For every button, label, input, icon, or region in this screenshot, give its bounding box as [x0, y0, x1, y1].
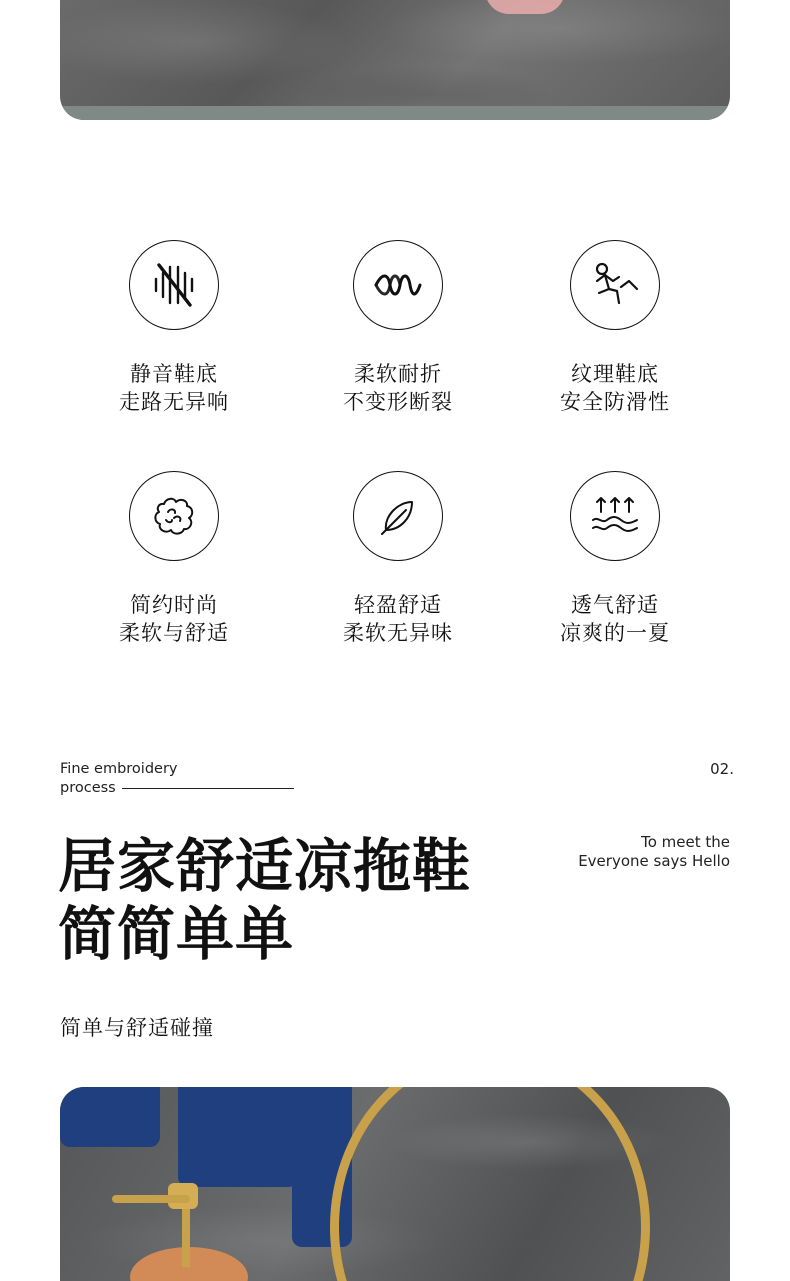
anti-slip-icon — [570, 240, 660, 330]
feature-flexible — [298, 240, 498, 416]
tagline-line1: To meet the — [641, 833, 730, 851]
marble-texture — [60, 0, 730, 120]
feature-subtitle: 柔软与舒适 — [119, 621, 229, 645]
feature-title: 透气舒适 — [571, 593, 659, 617]
feature-subtitle: 凉爽的一夏 — [560, 621, 670, 645]
section-label — [60, 760, 294, 798]
blue-stool-leg — [178, 1087, 298, 1187]
feature-title: 轻盈舒适 — [354, 593, 442, 617]
blue-stool-leg — [60, 1087, 160, 1147]
gold-mirror-frame — [330, 1087, 650, 1281]
breathable-icon — [570, 471, 660, 561]
feature-breathable — [515, 471, 715, 647]
feature-title: 静音鞋底 — [130, 362, 218, 386]
bottom-product-photo — [60, 1087, 730, 1281]
feature-subtitle: 柔软无异味 — [343, 621, 453, 645]
tagline — [578, 833, 730, 871]
top-product-photo — [60, 0, 730, 120]
soap-pump-nozzle — [112, 1195, 190, 1203]
feature-anti-slip — [515, 240, 715, 416]
feature-subtitle: 走路无异响 — [119, 390, 229, 414]
subheadline: 简单与舒适碰撞 — [60, 1016, 214, 1040]
wave-icon — [353, 240, 443, 330]
headline — [58, 832, 471, 968]
headline-line1: 居家舒适凉拖鞋 — [58, 832, 472, 900]
feature-lightweight — [298, 471, 498, 647]
section-divider — [122, 788, 294, 789]
section-label-line2: process — [60, 780, 116, 796]
section-label-line1: Fine embroidery — [60, 761, 178, 777]
feature-subtitle: 不变形断裂 — [343, 390, 453, 414]
feature-stylish — [74, 471, 274, 647]
feature-title: 柔软耐折 — [354, 362, 442, 386]
cotton-icon — [129, 471, 219, 561]
feature-title: 简约时尚 — [130, 593, 218, 617]
tagline-line2: Everyone says Hello — [578, 852, 730, 870]
feature-subtitle: 安全防滑性 — [560, 390, 670, 414]
photo-base-strip — [60, 106, 730, 120]
feature-silent-sole — [74, 240, 274, 416]
headline-line2: 简简单单 — [58, 900, 295, 968]
feather-icon — [353, 471, 443, 561]
section-number: 02. — [710, 760, 734, 778]
feature-title: 纹理鞋底 — [571, 362, 659, 386]
silent-icon — [129, 240, 219, 330]
